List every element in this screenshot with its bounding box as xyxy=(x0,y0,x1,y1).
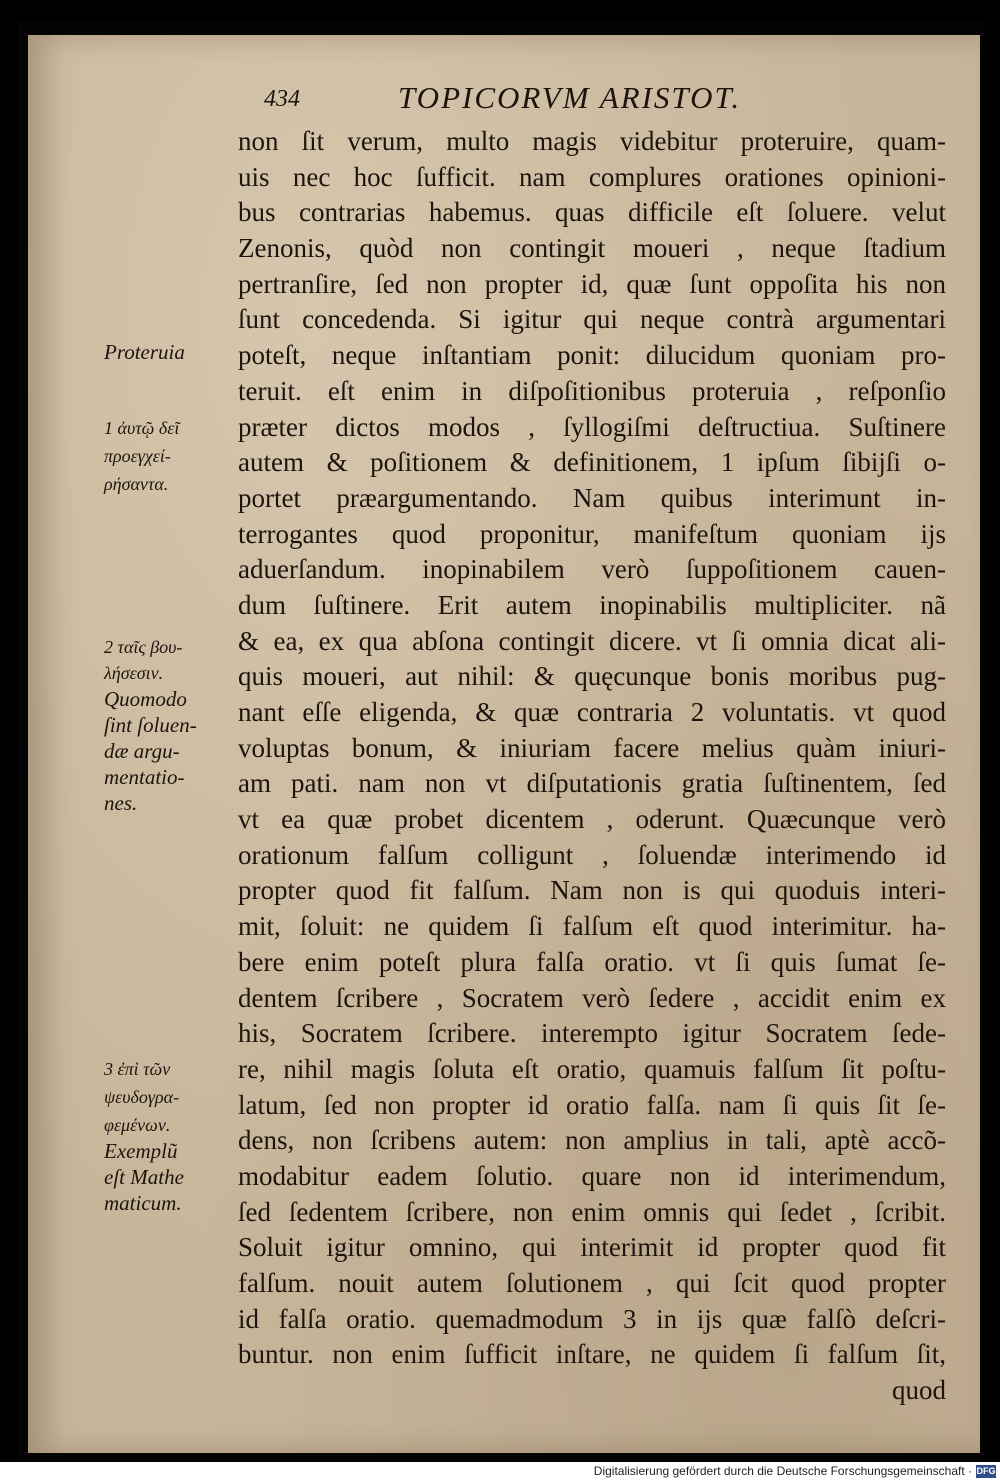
marginal-line: dæ argu- xyxy=(104,739,180,763)
text-line: propter quod fit falſum. Nam non is qui quoduis interi- xyxy=(238,875,946,906)
text-line: his, Socratem ſcribere. interempto igitur Socratem ſede- xyxy=(238,1018,946,1049)
marginal-line: φεμένων. xyxy=(104,1115,171,1135)
marginal-note-1 xyxy=(104,417,234,495)
marginal-line: 3 ἐπὶ τῶν xyxy=(104,1059,171,1079)
catchword: quod xyxy=(892,1375,946,1406)
text-line: & ea, ex qua abſona contingit dicere. vt ſi omnia dicat ali- xyxy=(238,625,946,656)
marginal-note-proteruia xyxy=(104,341,234,363)
text-line: voluptas bonum, & iniuriam facere melius quàm iniuri- xyxy=(238,732,946,763)
text-line: ſunt concedenda. Si igitur qui neque contrà argumentari xyxy=(238,304,946,335)
marginal-line: λήσεσιν. xyxy=(104,663,164,683)
page-number: 434 xyxy=(264,86,300,112)
text-line: pertranſire, ſed non propter id, quæ ſunt oppoſita his non xyxy=(238,268,946,299)
body-text xyxy=(238,124,946,1409)
marginal-line: 2 ταῖς βου- xyxy=(104,637,183,657)
text-line: præter dictos modos , ſyllogiſmi deſtructiua. Suſtinere xyxy=(238,411,946,442)
running-title: TOPICORVM ARISTOT. xyxy=(398,80,742,115)
text-line: aduerſandum. inopinabilem verò ſuppoſitionem cauen- xyxy=(238,554,946,585)
marginal-line: mentatio- xyxy=(104,765,185,789)
text-line: dum ſuſtinere. Erit autem inopinabilis multipliciter. nã xyxy=(238,589,946,620)
marginal-line: πρoεγχεί- xyxy=(104,446,171,466)
marginal-line: eſt Mathe xyxy=(104,1165,184,1189)
text-line: uis nec hoc ſufficit. nam complures orationes opinioni- xyxy=(238,161,946,192)
text-line: id falſa oratio. quemadmodum 3 in ijs quæ falſò deſcri- xyxy=(238,1303,946,1334)
footer-bar xyxy=(0,1462,1000,1483)
marginal-line: ψευδογρα- xyxy=(104,1087,180,1107)
funding-notice: Digitalisierung gefördert durch die Deutsche Forschungsgemeinschaft · xyxy=(593,1464,972,1478)
text-line: terrogantes quod proponitur, manifeſtum quoniam ijs xyxy=(238,518,946,549)
dfg-logo-icon: DFG xyxy=(976,1466,996,1476)
marginal-line: Proteruia xyxy=(104,340,185,364)
text-line: falſum. nouit autem ſolutionem , qui ſcit quod propter xyxy=(238,1268,946,1298)
text-line: ſed ſedentem ſcribere, non enim omnis qui ſedet , ſcribit. xyxy=(238,1196,946,1227)
text-line: autem & poſitionem & definitionem, 1 ipſum ſibijſi o- xyxy=(238,447,946,478)
marginal-line: ſint ſoluen- xyxy=(104,713,197,737)
marginal-note-3 xyxy=(104,1058,234,1214)
text-line: quis moueri, aut nihil: & quęcunque bonis moribus pug- xyxy=(238,661,946,692)
text-line: dentem ſcribere , Socratem verò ſedere , accidit enim ex xyxy=(238,982,946,1013)
text-line: dens, non ſcribens autem: non amplius in tali, aptè accõ- xyxy=(238,1125,946,1156)
text-line: bus contrarias habemus. quas difficile eſt ſoluere. velut xyxy=(238,197,946,228)
text-line: teruit. eſt enim in diſpoſitionibus proteruia , reſponſio xyxy=(238,375,946,406)
text-line: Zenonis, quòd non contingit moueri , neque ſtadium xyxy=(238,233,946,264)
text-line: modabitur eadem ſolutio. quare non id interimendum, xyxy=(238,1160,946,1191)
text-line: poteſt, neque inſtantiam ponit: dilucidum quoniam pro- xyxy=(238,340,946,371)
text-line: am pati. nam non vt diſputationis gratia ſuſtinentem, ſed xyxy=(238,768,946,799)
text-line: portet præargumentando. Nam quibus interimunt in- xyxy=(238,482,946,513)
marginal-line: nes. xyxy=(104,791,138,815)
text-line: mit, ſoluit: ne quidem ſi falſum eſt quod interimitur. ha- xyxy=(238,911,946,942)
text-line: bere enim poteſt plura falſa oratio. vt ſi quis ſumat ſe- xyxy=(238,946,946,977)
marginal-note-2 xyxy=(104,636,234,814)
text-line: latum, ſed non propter id oratio falſa. nam ſi quis ſit ſe- xyxy=(238,1089,946,1120)
marginal-line: ρήσαντα. xyxy=(104,474,169,494)
text-line: non ſit verum, multo magis videbitur proteruire, quam- xyxy=(238,126,946,156)
text-line: re, nihil magis ſoluta eſt oratio, quamuis falſum ſit poſtu- xyxy=(238,1053,946,1084)
marginal-line: Exemplũ xyxy=(104,1139,178,1163)
marginal-line: maticum. xyxy=(104,1191,182,1215)
text-line: nant eſſe eligenda, & quæ contraria 2 voluntatis. vt quod xyxy=(238,697,946,727)
marginal-line: Quomodo xyxy=(104,687,187,711)
text-line: orationum falſum colligunt , ſoluendæ interimendo id xyxy=(238,839,946,870)
text-line: buntur. non enim ſufficit inſtare, ne quidem ſi falſum ſit, xyxy=(238,1339,946,1370)
marginal-line: 1 ἀυτῷ δεῖ xyxy=(104,418,180,438)
text-line: vt ea quæ probet dicentem , oderunt. Quæcunque verò xyxy=(238,804,946,835)
text-line: Soluit igitur omnino, qui interimit id propter quod fit xyxy=(238,1232,946,1263)
